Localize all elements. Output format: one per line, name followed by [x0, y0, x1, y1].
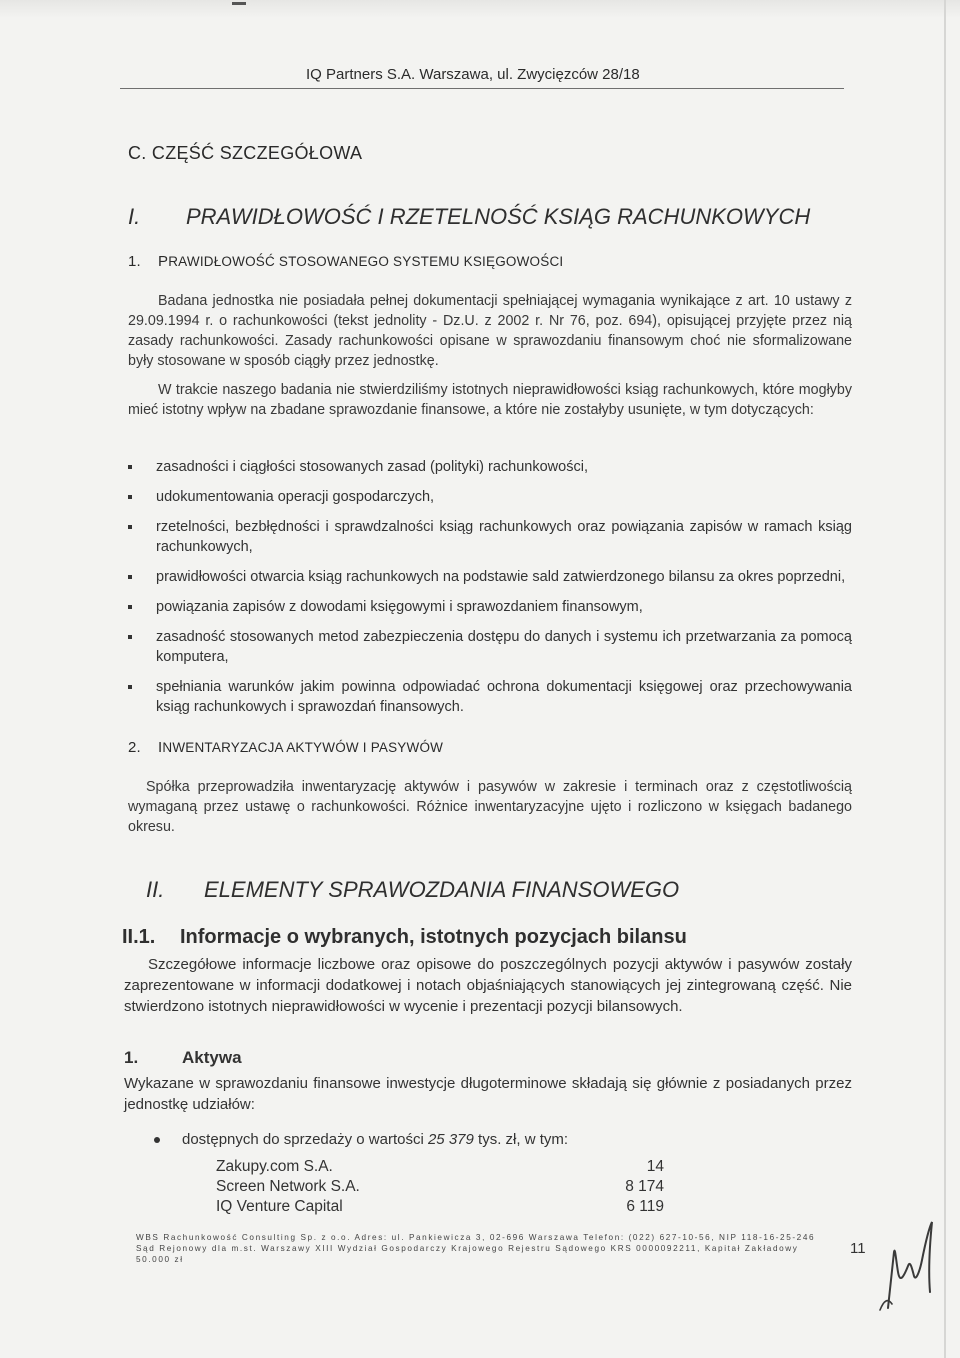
available-for-sale-value: 25 379 [427, 1131, 474, 1148]
available-for-sale-line: dostępnych do sprzedaży o wartości 25 379 tys. zł, w tym: [182, 1131, 569, 1148]
bullet-icon [154, 1137, 160, 1143]
list-item: udokumentowania operacji gospodarczych, [128, 487, 852, 507]
subsection-1-title: RAWIDŁOWOŚĆ STOSOWANEGO SYSTEMU KSIĘGOWOŚCI [168, 254, 564, 269]
investment-name: Screen Network S.A. [216, 1178, 360, 1195]
investments-table [216, 1158, 664, 1218]
page-footer: WBS Rachunkowość Consulting Sp. z o.o. Adres: ul. Pankiewicza 3, 02-696 Warszawa Telefon: (022) 627-10-56, NIP 118-16-25-246 Sąd Rejonowy dla m.st. Warszawy XIII Wydział Gospodarczy Krajowego Rejestru Sądowego KRS 0000092211, Kapitał Zakładowy 50.000 zł [136, 1233, 816, 1264]
inventory-paragraph: Spółka przeprowadziła inwentaryzację aktywów i pasywów w zakresie i terminach oraz z częstotliwością wymaganą przez ustawę o rachunkowości. Różnice inwentaryzacyjne ujęto i rozliczono w księgach badanego okresu. [128, 779, 852, 835]
list-item: zasadność stosowanych metod zabezpieczenia dostępu do danych i systemu ich przetwarzania za pomocą komputera, [128, 627, 852, 667]
list-item: zasadności i ciągłości stosowanych zasad (polityki) rachunkowości, [128, 457, 852, 477]
subsection-1-title-initial: P [158, 253, 169, 270]
bullet-icon [128, 465, 132, 469]
section-i-heading [128, 204, 810, 230]
subsection-1-number: 1. [128, 253, 141, 270]
section-ii-heading [146, 877, 679, 903]
subsection-ii1-title: Informacje o wybranych, istotnych pozycjach bilansu [180, 926, 687, 948]
header-divider [120, 88, 844, 89]
investment-value: 8 174 [625, 1178, 664, 1195]
list-item: powiązania zapisów z dowodami księgowymi i sprawozdaniem finansowym, [128, 597, 852, 617]
table-row [216, 1198, 664, 1218]
findings-list [128, 457, 852, 717]
subsection-2-title: NWENTARYZACJA AKTYWÓW I PASYWÓW [162, 740, 444, 755]
bullet-icon [128, 605, 132, 609]
subsection-ii1-number: II.1. [122, 926, 156, 948]
balance-items-paragraph: Szczegółowe informacje liczbowe oraz opisowe do poszczególnych pozycji aktywów i pasywów zostały zaprezentowane w informacji dodatkowej i notach objaśniających stanowiących jej zintegrowaną część. Nie stwierdzono istotnych nieprawidłowości w wycenie i prezentacji pozycji bilansowych. [124, 956, 852, 1015]
scan-top-shadow [0, 0, 960, 18]
assets-number: 1. [124, 1048, 139, 1067]
list-item: prawidłowości otwarcia ksiąg rachunkowych na podstawie sald zatwierdzonego bilansu za okres poprzedni, [128, 567, 852, 587]
page-number: 11 [850, 1240, 866, 1257]
accounting-system-paragraph: Badana jednostka nie posiadała pełnej dokumentacji spełniającej wymagania wynikające z art. 10 ustawy z 29.09.1994 r. o rachunkowości (tekst jednolity - Dz.U. z 2002 r. Nr 76, poz. 694), opisującej przyjęte przez nią zasady rachunkowości. Zasady rachunkowości opisane w sprawozdaniu finansowym choć nie sformalizowane były stosowane w sposób ciągły przez jednostkę. [128, 293, 852, 369]
investment-name: Zakupy.com S.A. [216, 1158, 333, 1175]
subsection-2-heading [128, 739, 443, 756]
bullet-icon [128, 525, 132, 529]
section-ii-title: ELEMENTY SPRAWOZDANIA FINANSOWEGO [204, 877, 680, 902]
subsection-2-number: 2. [128, 739, 141, 756]
investment-value: 6 119 [626, 1198, 664, 1215]
table-row [216, 1158, 664, 1178]
scan-mark [232, 2, 246, 5]
bullet-icon [128, 495, 132, 499]
assets-heading [124, 1048, 242, 1068]
bullet-icon [128, 575, 132, 579]
subsection-1-heading [128, 253, 563, 270]
bullet-icon [128, 635, 132, 639]
investment-name: IQ Venture Capital [216, 1198, 343, 1215]
table-row [216, 1178, 664, 1198]
subsection-ii1-heading [122, 926, 687, 949]
subsection-2-title-initial: I [158, 739, 163, 756]
section-ii-number: II. [146, 877, 165, 902]
page-header: IQ Partners S.A. Warszawa, ul. Zwycięzców 28/18 [306, 66, 640, 83]
list-item: rzetelności, bezbłędności i sprawdzalności ksiąg rachunkowych oraz powiązania zapisów w ramach ksiąg rachunkowych, [128, 517, 852, 557]
part-c-title: C. CZĘŚĆ SZCZEGÓŁOWA [128, 143, 363, 163]
bullet-icon [128, 685, 132, 689]
assets-title: Aktywa [182, 1048, 242, 1067]
list-item: spełniania warunków jakim powinna odpowiadać ochrona dokumentacji księgowej oraz przechowywania ksiąg rachunkowych i sprawozdań finansowych. [128, 677, 852, 717]
section-i-title: PRAWIDŁOWOŚĆ I RZETELNOŚĆ KSIĄG RACHUNKOWYCH [186, 204, 811, 229]
scan-right-edge [944, 0, 946, 1358]
investment-value: 14 [646, 1158, 664, 1175]
assets-paragraph: Wykazane w sprawozdaniu finansowe inwestycje długoterminowe składają się głównie z posiadanych przez jednostkę udziałów: [124, 1075, 852, 1113]
audit-findings-paragraph: W trakcie naszego badania nie stwierdziliśmy istotnych nieprawidłowości ksiąg rachunkowych, które mogłyby mieć istotny wpływ na zbadane sprawozdanie finansowe, a które nie zostałyby usunięte, w tym dotyczących: [128, 382, 852, 418]
handwritten-signature [870, 1210, 950, 1320]
section-i-number: I. [128, 204, 141, 229]
